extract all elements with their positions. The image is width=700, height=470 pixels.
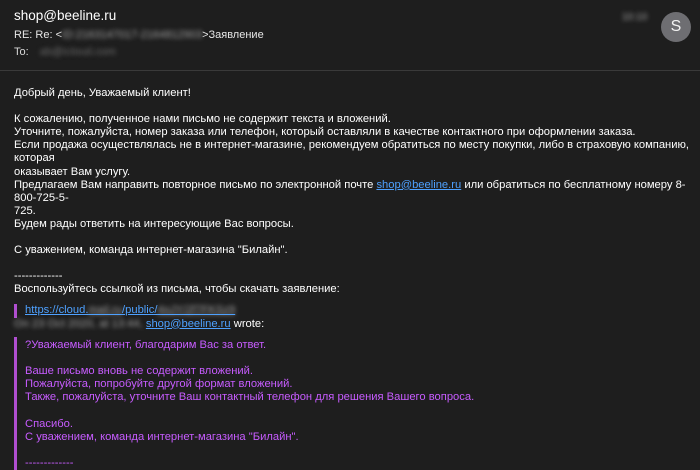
- quote-separator: -------------: [25, 457, 74, 470]
- cloud-link-prefix: https://cloud.: [25, 303, 89, 316]
- regards-line: С уважением, команда интернет-магазина "Билайн".: [14, 244, 288, 257]
- body-line: 725.: [14, 204, 36, 217]
- cloud-link-path: /public/: [122, 303, 158, 316]
- quote-line: Также, пожалуйста, уточните Ваш контактный телефон для решения Вашего вопроса.: [25, 391, 475, 404]
- email-subject: [14, 29, 264, 41]
- body-line: [14, 179, 694, 205]
- email-header: [0, 0, 700, 71]
- quote-line: Пожалуйста, попробуйте другой формат вложений.: [25, 378, 293, 391]
- cloud-link[interactable]: [25, 304, 235, 317]
- body-text: Предлагаем Вам направить повторное письмо по электронной почте: [14, 178, 377, 191]
- quote-line: Спасибо.: [25, 417, 73, 430]
- body-line: оказывает Вам услугу.: [14, 165, 131, 178]
- wrote-email-link[interactable]: shop@beeline.ru: [145, 317, 231, 330]
- sender-address[interactable]: shop@beeline.ru: [14, 8, 117, 23]
- wrote-line: [14, 318, 694, 331]
- quote-line: С уважением, команда интернет-магазина "Билайн".: [25, 430, 299, 443]
- cloud-link-blurred: 4oJY/2f7FKSz9: [157, 303, 236, 316]
- quote-line: ?Уважаемый клиент, благодарим Вас за ответ.: [25, 338, 267, 351]
- timestamp-blurred: 10:10: [622, 12, 648, 23]
- body-text: или обратиться по бесплатному номеру 8-800-725-5-: [14, 178, 686, 204]
- cloud-link-blurred: mail.ru: [88, 303, 123, 316]
- email-link[interactable]: shop@beeline.ru: [376, 178, 462, 191]
- quoted-message: [14, 337, 694, 470]
- body-line: Уточните, пожалуйста, номер заказа или телефон, который оставляли в качестве контактного при оформлении заказа.: [14, 126, 636, 139]
- body-line: К сожалению, полученное нами письмо не содержит текста и вложений.: [14, 113, 391, 126]
- avatar[interactable]: S: [661, 12, 691, 42]
- subject-suffix: >Заявление: [202, 29, 264, 41]
- body-line: Если продажа осуществлялась не в интернет-магазине, рекомендуем обратиться по месту покупки, либо в страховую компанию, которая: [14, 139, 689, 165]
- email-body: [14, 87, 694, 470]
- greeting: Добрый день, Уважаемый клиент!: [14, 87, 191, 99]
- subject-prefix: RE: Re: <: [14, 29, 62, 41]
- quote-line: Ваше письмо вновь не содержит вложений.: [25, 364, 254, 377]
- wrote-suffix: wrote:: [230, 317, 265, 330]
- separator: -------------: [14, 270, 63, 283]
- download-instruction: Воспользуйтесь ссылкой из письма, чтобы скачать заявление:: [14, 283, 340, 296]
- to-label: To:: [14, 46, 29, 58]
- body-line: Будем рады ответить на интересующие Вас вопросы.: [14, 217, 294, 230]
- subject-id-blurred: ID:2163147017-2164812903: [62, 29, 203, 41]
- wrote-date-blurred: On 23 Oct 2020, at 13:44,: [14, 317, 143, 330]
- recipient-row: [14, 46, 116, 58]
- cloud-link-quote: [14, 304, 694, 318]
- recipient-blurred[interactable]: ab@icloud.com: [39, 46, 116, 58]
